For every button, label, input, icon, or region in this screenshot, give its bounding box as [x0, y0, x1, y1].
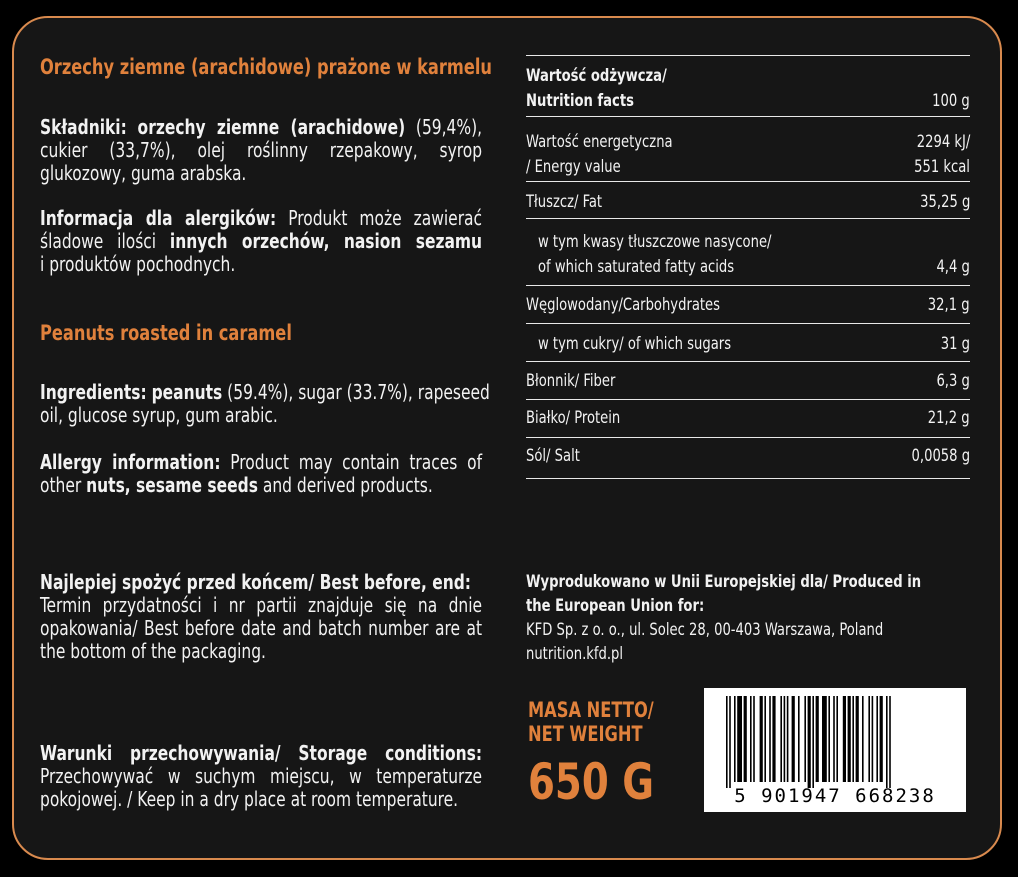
barcode-bar — [787, 696, 789, 782]
barcode-bar — [764, 696, 766, 782]
barcode-bar — [886, 696, 888, 788]
barcode-bar — [880, 696, 883, 782]
nutrition-fat-row — [526, 182, 970, 219]
barcode-bars — [704, 688, 966, 788]
barcode-bar — [798, 696, 800, 782]
energy-value-l1: 2294 kJ/ — [916, 132, 970, 152]
net-weight-label-l2: NET WEIGHT — [528, 722, 643, 746]
barcode-bar — [822, 696, 827, 782]
carb-value: 32,1 g — [928, 295, 970, 315]
barcode-bar — [848, 696, 851, 782]
fiber-value: 6,3 g — [936, 371, 970, 391]
en-allergy-l1: Product may contain traces of — [230, 450, 483, 474]
fiber-label: Błonnik/ Fiber — [526, 371, 616, 391]
barcode-bar — [729, 696, 731, 788]
storage-label: Warunki przechowywania/ Storage conditions: — [40, 741, 483, 765]
en-title: Peanuts roasted in caramel — [40, 321, 292, 345]
nutrition-carb-row — [526, 286, 970, 324]
saturated-label-l2: of which saturated fatty acids — [538, 257, 735, 277]
best-before-l3: the bottom of the packaging. — [40, 639, 266, 663]
best-before-l2: opakowania/ Best before date and batch number are at — [40, 616, 483, 640]
producer-label-l1: Wyprodukowano w Unii Europejskiej dla/ Produced in — [526, 572, 922, 592]
barcode-bar — [872, 696, 874, 782]
barcode-bar — [828, 696, 830, 782]
nutrition-header-row — [526, 55, 970, 117]
producer — [526, 570, 985, 666]
pl-allergy-l1: Produkt może zawierać — [288, 206, 483, 230]
en-allergy-label: Allergy information: — [40, 450, 221, 474]
net-weight — [528, 698, 674, 812]
pl-allergy-l3: i produktów pochodnych. — [40, 252, 236, 276]
protein-value: 21,2 g — [928, 408, 970, 428]
en-allergy — [40, 451, 482, 497]
storage — [40, 742, 482, 811]
barcode-bar — [726, 696, 728, 788]
barcode-bar — [772, 696, 775, 782]
protein-label: Białko/ Protein — [526, 408, 621, 428]
barcode-bar — [808, 696, 811, 788]
nutrition-header-value: 100 g — [932, 91, 970, 111]
saturated-value: 4,4 g — [936, 257, 970, 277]
barcode-bar — [737, 696, 742, 782]
nutrition-salt-row — [526, 438, 970, 479]
sugar-value: 31 g — [940, 334, 970, 354]
barcode-bar — [833, 696, 835, 782]
fat-value: 35,25 g — [919, 192, 970, 212]
barcode-bar — [876, 696, 878, 782]
barcode-bar — [804, 696, 806, 782]
barcode-bar — [836, 696, 838, 782]
pl-allergy-l2a: śladowe ilości — [40, 229, 157, 253]
pl-ingredients-l1: (59,4%), — [415, 115, 483, 139]
energy-value-l2: 551 kcal — [914, 157, 970, 177]
barcode-bar — [753, 696, 755, 782]
nutrition-sugar-row — [526, 324, 970, 362]
energy-label-l2: / Energy value — [526, 157, 621, 177]
nutrition-header-l1: Wartość odżywcza/ — [526, 66, 667, 86]
pl-ingredients-l2: cukier (33,7%), olej roślinny rzepakowy, syrop — [40, 138, 483, 162]
carb-label: Węglowodany/Carbohydrates — [526, 295, 721, 315]
producer-address: KFD Sp. z o. o., ul. Solec 28, 00-403 Warszawa, Poland — [526, 620, 884, 640]
saturated-label-l1: w tym kwasy tłuszczowe nasycone/ — [538, 232, 772, 252]
en-allergy-l2a: other — [40, 473, 82, 497]
barcode-bar — [780, 696, 782, 782]
barcode-bar — [862, 696, 864, 782]
fat-label: Tłuszcz/ Fat — [526, 192, 603, 212]
net-weight-value: 650 G — [528, 753, 654, 811]
barcode — [704, 688, 966, 812]
pl-ingredients-bold: orzechy ziemne (arachidowe) — [137, 115, 406, 139]
barcode-bar — [760, 696, 763, 782]
barcode-bar — [868, 696, 870, 782]
barcode-bar — [734, 696, 736, 782]
barcode-bar — [856, 696, 859, 782]
en-ingredients-bold: peanuts — [151, 380, 223, 404]
pl-ingredients-label: Składniki: — [40, 115, 127, 139]
en-ingredients-l1: (59.4%), sugar (33.7%), rapeseed — [227, 380, 490, 404]
barcode-bar — [769, 696, 771, 782]
barcode-bar — [816, 696, 819, 782]
nutrition-header-l2: Nutrition facts — [526, 91, 634, 111]
pl-ingredients — [40, 116, 482, 185]
pl-allergy-l2b: innych orzechów, nasion sezamu — [169, 229, 483, 253]
en-ingredients-l2: oil, glucose syrup, gum arabic. — [40, 403, 278, 427]
nutrition-fiber-row — [526, 362, 970, 400]
salt-value: 0,0058 g — [911, 446, 970, 466]
nutrition-energy-row — [526, 117, 970, 182]
nutrition-table — [526, 55, 970, 479]
storage-l2: pokojowej. / Keep in a dry place at room temperature. — [40, 787, 459, 811]
nutrition-protein-row — [526, 400, 970, 438]
net-weight-label-l1: MASA NETTO/ — [528, 698, 654, 722]
best-before-l1: Termin przydatności i nr partii znajduje się na dnie — [40, 593, 483, 617]
pl-allergy-label: Informacja dla alergików: — [40, 206, 277, 230]
pl-title: Orzechy ziemne (arachidowe) prażone w karmelu — [40, 55, 492, 79]
barcode-bar — [889, 696, 891, 788]
barcode-bar — [792, 696, 795, 782]
energy-label-l1: Wartość energetyczna — [526, 132, 673, 152]
pl-ingredients-l3: glukozowy, guma arabska. — [40, 161, 247, 185]
pl-allergy — [40, 207, 482, 276]
barcode-bar — [784, 696, 786, 782]
barcode-bar — [750, 696, 752, 782]
salt-label: Sól/ Salt — [526, 446, 580, 466]
best-before — [40, 571, 482, 663]
barcode-bar — [744, 696, 747, 782]
en-allergy-l2c: and derived products. — [262, 473, 433, 497]
barcode-bar — [843, 696, 846, 782]
storage-l1: Przechowywać w suchym miejscu, w temperaturze — [40, 764, 483, 788]
sugar-label: w tym cukry/ of which sugars — [538, 334, 732, 354]
nutrition-saturated-row — [526, 219, 970, 286]
barcode-number: 5 901947 668238 — [734, 785, 936, 807]
producer-website: nutrition.kfd.pl — [526, 644, 624, 664]
barcode-bar — [812, 696, 814, 788]
best-before-label: Najlepiej spożyć przed końcem/ Best before, end: — [40, 570, 471, 594]
en-ingredients-label: Ingredients: — [40, 380, 147, 404]
producer-label-l2: the European Union for: — [526, 596, 705, 616]
en-allergy-l2b: nuts, sesame seeds — [86, 473, 258, 497]
en-ingredients — [40, 380, 490, 427]
barcode-bar — [852, 696, 854, 782]
